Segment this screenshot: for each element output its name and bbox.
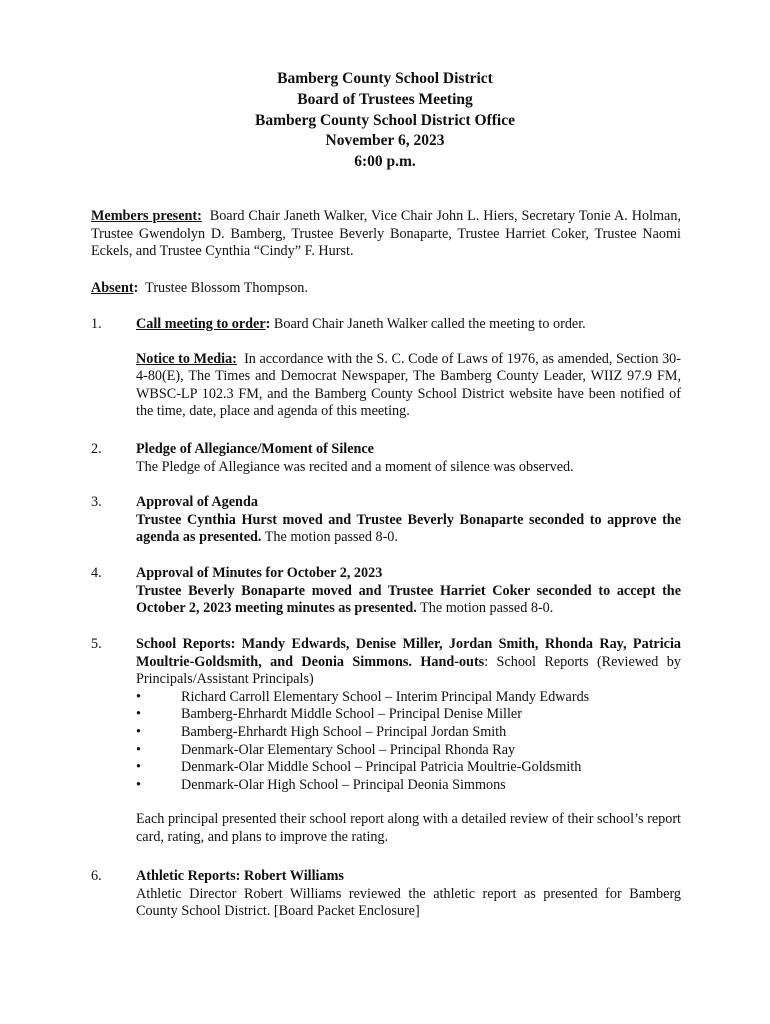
item-text: Athletic Director Robert Williams reviewed the athletic report as presented for Bamberg County School District. [Board Packet Enclosure] bbox=[136, 885, 681, 920]
item-title: Athletic Reports: Robert Williams bbox=[136, 868, 344, 884]
list-item-text: Denmark-Olar Middle School – Principal Patricia Moultrie-Goldsmith bbox=[181, 759, 582, 776]
item-title-rest: : School Reports (Reviewed by Principals/Assistant Principals) bbox=[136, 653, 681, 688]
item-title: Approval of Agenda bbox=[136, 494, 258, 510]
list-item bbox=[136, 777, 681, 795]
list-item-text: Richard Carroll Elementary School – Interim Principal Mandy Edwards bbox=[181, 688, 590, 705]
item-text: Board Chair Janeth Walker called the meeting to order. bbox=[273, 316, 586, 332]
absent bbox=[91, 280, 681, 298]
list-item bbox=[136, 706, 681, 724]
agenda-item-1 bbox=[91, 316, 681, 421]
bullet-icon: • bbox=[136, 759, 141, 776]
motion-text: Trustee Beverly Bonaparte moved and Trustee Harriet Coker seconded to accept the October 2, 2023 meeting minutes as presented. bbox=[136, 582, 681, 617]
list-item bbox=[136, 689, 681, 707]
item-title: Call meeting to order bbox=[136, 316, 266, 332]
agenda-item-3 bbox=[91, 494, 681, 547]
item-title: Pledge of Allegiance/Moment of Silence bbox=[136, 441, 374, 457]
list-item-text: Bamberg-Ehrhardt High School – Principal Jordan Smith bbox=[181, 723, 507, 740]
school-list bbox=[136, 689, 681, 795]
meeting-time: 6:00 p.m. bbox=[354, 153, 416, 171]
agenda-item-5 bbox=[91, 636, 681, 847]
absent-label: Absent bbox=[91, 280, 134, 296]
list-item bbox=[136, 724, 681, 742]
list-item bbox=[136, 742, 681, 760]
meeting-location: Bamberg County School District Office bbox=[254, 111, 516, 129]
meeting-title: Board of Trustees Meeting bbox=[297, 90, 473, 108]
item-text: The Pledge of Allegiance was recited and a moment of silence was observed. bbox=[136, 458, 574, 475]
item-title-colon: : bbox=[265, 316, 271, 332]
list-item-text: Denmark-Olar High School – Principal Deonia Simmons bbox=[181, 776, 506, 793]
motion-text: Trustee Cynthia Hurst moved and Trustee Beverly Bonaparte seconded to approve the agenda as presented. bbox=[136, 511, 681, 546]
meeting-date: November 6, 2023 bbox=[325, 132, 445, 150]
agenda-item-4 bbox=[91, 565, 681, 618]
item-summary: Each principal presented their school report along with a detailed review of their school’s report card, rating, and plans to improve the rating. bbox=[136, 811, 681, 845]
item-number: 3. bbox=[91, 494, 102, 510]
members-present bbox=[91, 208, 681, 261]
bullet-icon: • bbox=[136, 776, 141, 793]
district-name: Bamberg County School District bbox=[277, 70, 493, 87]
agenda-item-6 bbox=[91, 868, 681, 921]
notice-label: Notice to Media: bbox=[136, 350, 237, 367]
list-item bbox=[136, 759, 681, 777]
item-title: Approval of Minutes for October 2, 2023 bbox=[136, 565, 383, 581]
list-item-text: Bamberg-Ehrhardt Middle School – Principal Denise Miller bbox=[181, 706, 522, 723]
bullet-icon: • bbox=[136, 741, 141, 758]
item-title: School Reports: Mandy Edwards, Denise Miller, Jordan Smith, Rhonda Ray, Patricia Moultrie-Goldsmith, and Deonia Simmons. Hand-outs bbox=[136, 636, 681, 670]
agenda-item-2 bbox=[91, 441, 681, 476]
list-item-text: Denmark-Olar Elementary School – Principal Rhonda Ray bbox=[181, 741, 516, 758]
item-number: 5. bbox=[91, 636, 102, 652]
item-number: 1. bbox=[91, 316, 102, 332]
item-number: 6. bbox=[91, 868, 102, 884]
bullet-icon: • bbox=[136, 723, 141, 740]
members-present-label: Members present: bbox=[91, 208, 202, 224]
bullet-icon: • bbox=[136, 688, 141, 705]
motion-result: The motion passed 8-0. bbox=[420, 600, 554, 617]
motion-result: The motion passed 8-0. bbox=[264, 529, 398, 546]
absent-colon: : bbox=[133, 280, 139, 296]
bullet-icon: • bbox=[136, 706, 141, 723]
absent-text: Trustee Blossom Thompson. bbox=[145, 280, 308, 296]
document-header bbox=[0, 69, 770, 173]
members-present-text: Board Chair Janeth Walker, Vice Chair John L. Hiers, Secretary Tonie A. Holman, Trustee Gwendolyn D. Bamberg, Trustee Beverly Bonaparte, Trustee Harriet Coker, Trustee Naomi Eckels, and Trustee Cynthia “Cindy” F. Hurst. bbox=[91, 208, 681, 260]
item-number: 2. bbox=[91, 441, 102, 457]
notice-text: In accordance with the S. C. Code of Laws of 1976, as amended, Section 30-4-80(E), The Times and Democrat Newspaper, The Bamberg County Leader, WIIZ 97.9 FM, WBSC-LP 102.3 FM, and the Bamberg County School District website have been notified of the time, date, place and agenda of this meeting. bbox=[136, 350, 681, 420]
item-number: 4. bbox=[91, 565, 102, 581]
